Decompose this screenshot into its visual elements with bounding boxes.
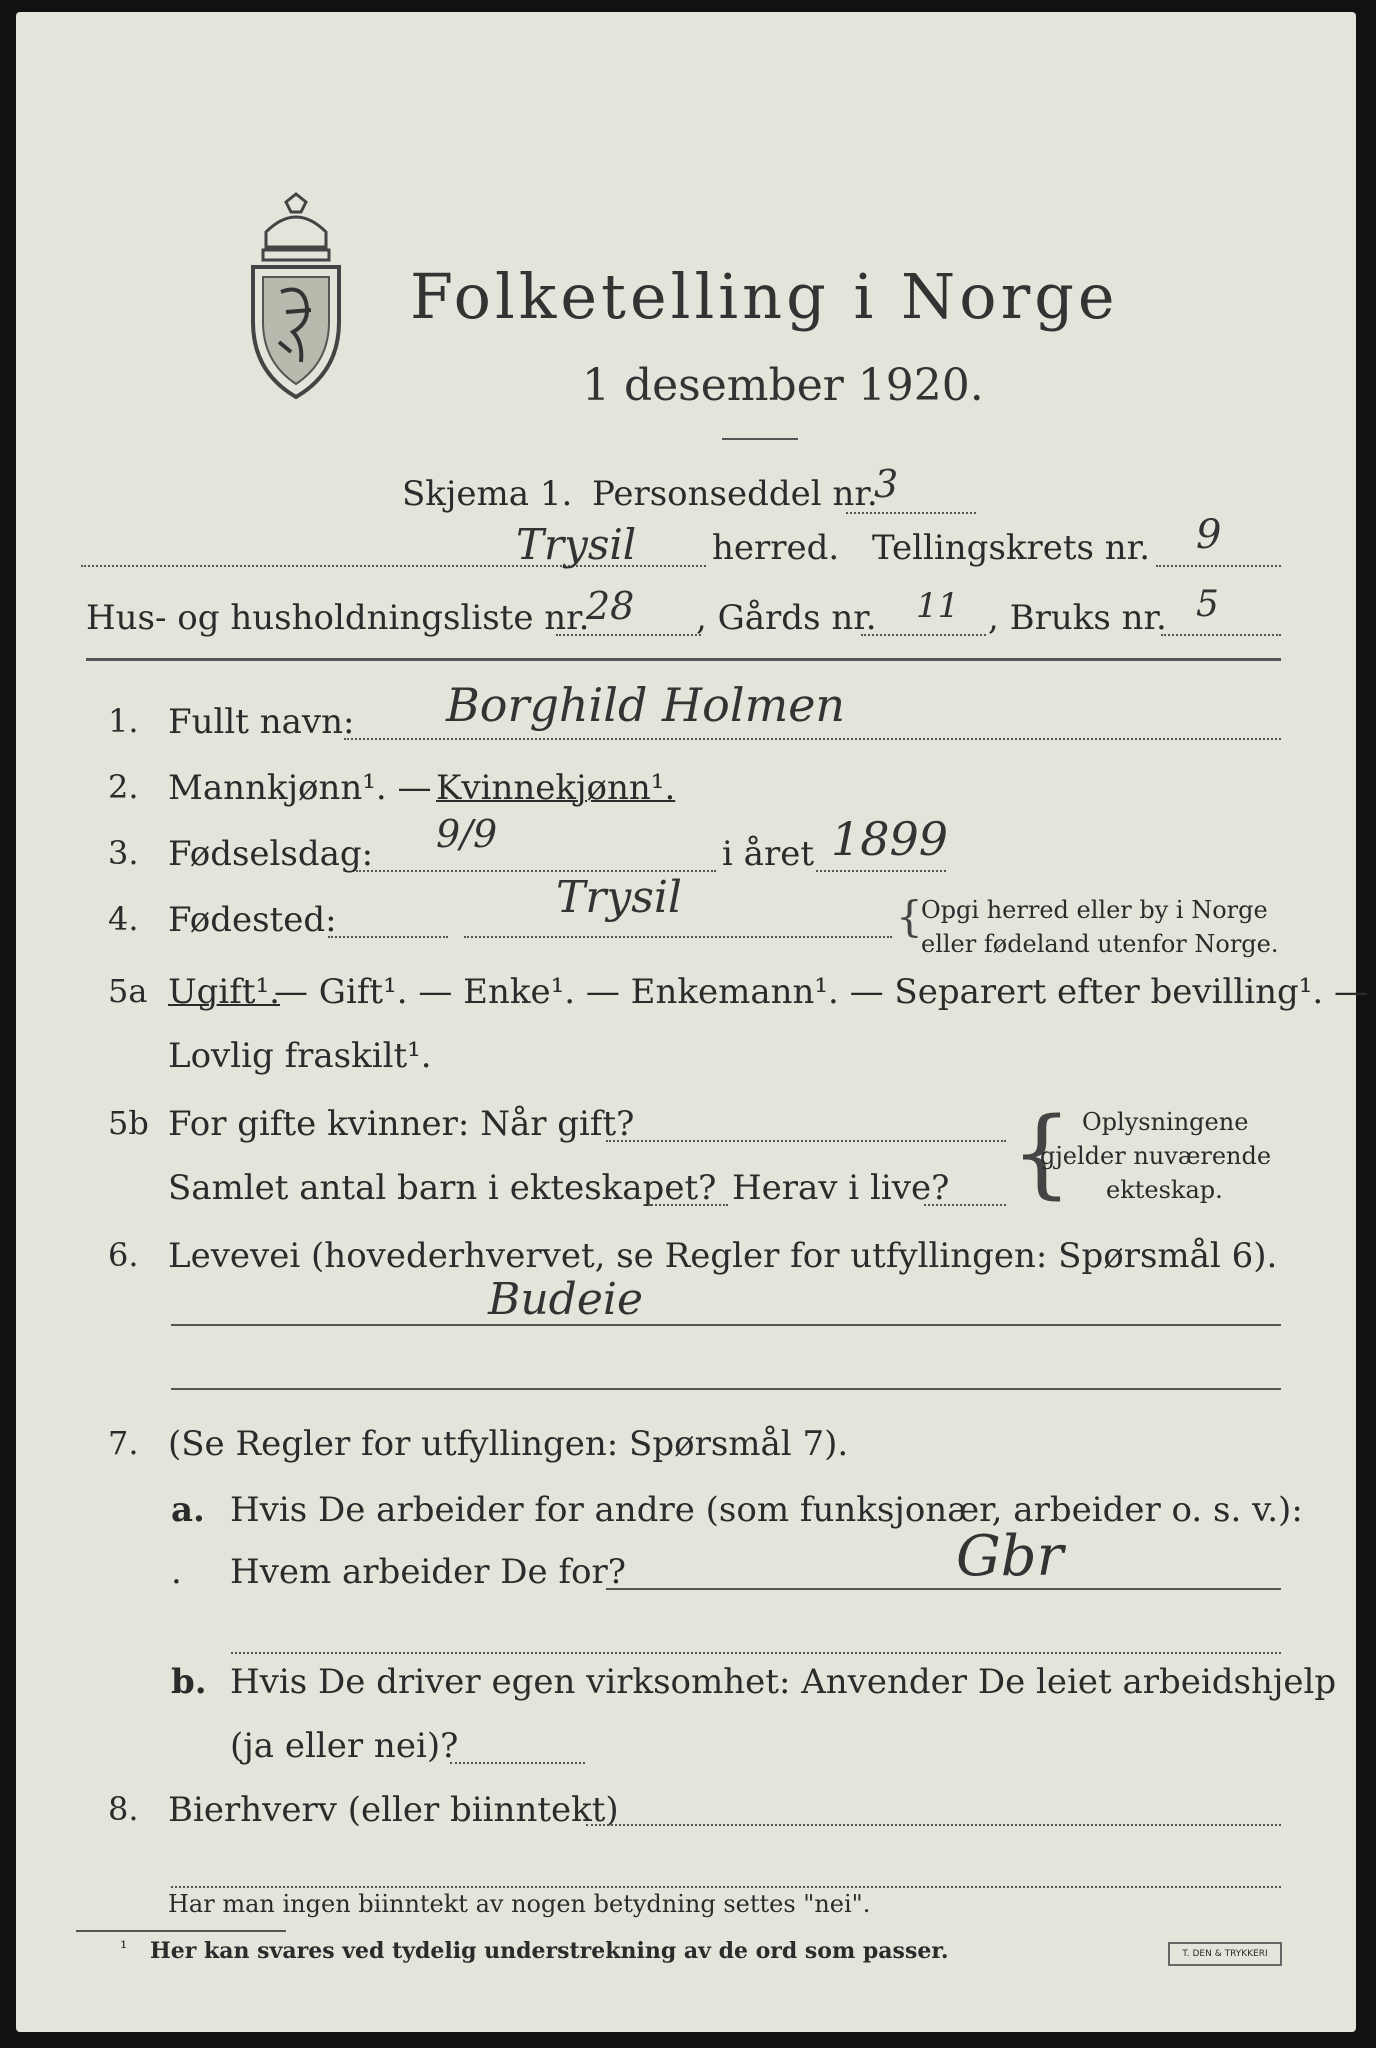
q5a-number: 5a (108, 972, 148, 1010)
q5a-ugift: Ugift¹. (168, 972, 280, 1012)
q1-number: 1. (108, 702, 139, 740)
gards-label: , Gårds nr. (696, 598, 877, 638)
q5b-herav: Herav i live? (732, 1168, 950, 1208)
herred-label: herred. (712, 528, 840, 568)
skjema-label: Skjema 1. (402, 474, 573, 514)
q7b-line1: Hvis De driver egen virksomhet: Anvender De leiet arbeidshjelp (230, 1662, 1337, 1702)
q7-label: (Se Regler for utfyllingen: Spørsmål 7). (168, 1424, 849, 1464)
tellingskrets-value: 9 (1196, 512, 1222, 558)
q7a-line1: Hvis De arbeider for andre (som funksjonær, arbeider o. s. v.): (230, 1490, 1303, 1530)
q7a-line2: Hvem arbeider De for? (230, 1552, 626, 1592)
q5a-line2: Lovlig fraskilt¹. (168, 1036, 432, 1076)
q8-label: Bierhverv (eller biinntekt) (168, 1790, 619, 1830)
footnote-mark: ¹ (120, 1938, 128, 1959)
hus-label: Hus- og husholdningsliste nr. (86, 598, 590, 638)
printer-stamp: T. DEN & TRYKKERI (1168, 1942, 1282, 1966)
q3-year-label: i året (722, 834, 814, 874)
q5a-options: — Gift¹. — Enke¹. — Enkemann¹. — Separert efter bevilling¹. — (274, 972, 1369, 1012)
q5b-note-3: ekteskap. (1106, 1176, 1223, 1204)
bruks-value: 5 (1196, 584, 1219, 625)
q7b-line2: (ja eller nei)? (230, 1726, 459, 1766)
q4-note-2: eller fødeland utenfor Norge. (921, 930, 1279, 958)
coat-of-arms-icon (241, 192, 351, 402)
footnote: Her kan svares ved tydelig understrekning av de ord som passer. (150, 1938, 949, 1964)
bruks-label: , Bruks nr. (988, 598, 1167, 638)
q5b-note-1: Oplysningene (1082, 1108, 1249, 1136)
q1-value: Borghild Holmen (446, 678, 846, 732)
hus-value: 28 (586, 584, 635, 628)
form-title: Folketelling i Norge (410, 260, 1119, 333)
tellingskrets-label: Tellingskrets nr. (872, 528, 1151, 568)
q4-number: 4. (108, 900, 139, 938)
q6-number: 6. (108, 1236, 139, 1274)
q7-number: 7. (108, 1424, 139, 1462)
q2-number: 2. (108, 768, 139, 806)
title-divider (722, 438, 798, 440)
q2-kvinne: Kvinnekjønn¹. (436, 768, 676, 808)
q2-mann: Mannkjønn¹. — (168, 768, 432, 808)
form-date: 1 desember 1920. (582, 360, 984, 411)
q6-label: Levevei (hovederhvervet, se Regler for utfyllingen: Spørsmål 6). (168, 1236, 1278, 1276)
q7a-dot: . (171, 1552, 182, 1592)
q3-value: 9/9 (436, 812, 498, 856)
q7a-letter: a. (171, 1490, 205, 1530)
header-divider (86, 658, 1281, 661)
q5b-number: 5b (108, 1104, 149, 1142)
q3-label: Fødselsdag: (168, 834, 374, 874)
census-form: Folketelling i Norge 1 desember 1920. Skjema 1. Personseddel nr. 3 Trysil herred. Tellingskrets nr. 9 Hus- og husholdningsliste nr. 28 , Gårds nr. 11 , Bruks nr. 5 1. Fullt navn: Borghild Holmen 2. Mannkjønn¹. — Kvinnekjønn¹. 3. Fødselsdag: 9/9 i året 1899 4. Fødested: Trysil { Opgi herred eller by i Norge eller fødeland utenfor Norge. 5a Ugift¹. — Gift¹. — Enke¹. — Enkemann¹. — Separert efter bevilling¹. — Lovlig fraskilt¹. 5b For gifte kvinner: Når gift? Samlet antal barn i ekteskapet? Herav i live? { Oplysningene gjelder nuværende ekteskap. 6. Levevei (hovederhvervet, se Regler for utfyllingen: Spørsmål 6). Budeie 7. (Se Regler for utfyllingen: Spørsmål 7). a. Hvis De arbeider for andre (som funksjonær, arbeider o. s. v.): . Hvem arbeider De for? Gbr b. Hvis De driver egen virksomhet: Anvender De leiet arbeidshjelp (ja eller nei)? 8. Bierhverv (eller biinntekt) Har man ingen biinntekt av nogen betydning settes "nei". ¹ Her kan svares ved tydelig understrekning av de ord som passer. T. DEN & TRYKKERI (16, 12, 1356, 2032)
personseddel-value: 3 (874, 462, 899, 506)
q5b-line2: Samlet antal barn i ekteskapet? (168, 1168, 717, 1208)
q5b-line1: For gifte kvinner: Når gift? (168, 1104, 635, 1144)
q5b-note-2: gjelder nuværende (1040, 1142, 1272, 1170)
q7b-letter: b. (171, 1662, 207, 1702)
q4-label: Fødested: (168, 900, 337, 940)
q3-year-value: 1899 (831, 812, 949, 866)
gards-value: 11 (916, 586, 960, 626)
q7a-value: Gbr (956, 1524, 1064, 1589)
herred-value: Trysil (516, 520, 637, 569)
q3-number: 3. (108, 834, 139, 872)
q8-note: Har man ingen biinntekt av nogen betydning settes "nei". (168, 1890, 871, 1918)
q4-value: Trysil (556, 872, 682, 923)
q6-value: Budeie (488, 1274, 643, 1325)
q4-note-1: Opgi herred eller by i Norge (921, 896, 1268, 924)
q1-label: Fullt navn: (168, 702, 355, 742)
q8-number: 8. (108, 1790, 139, 1828)
personseddel-label: Personseddel nr. (592, 474, 878, 514)
